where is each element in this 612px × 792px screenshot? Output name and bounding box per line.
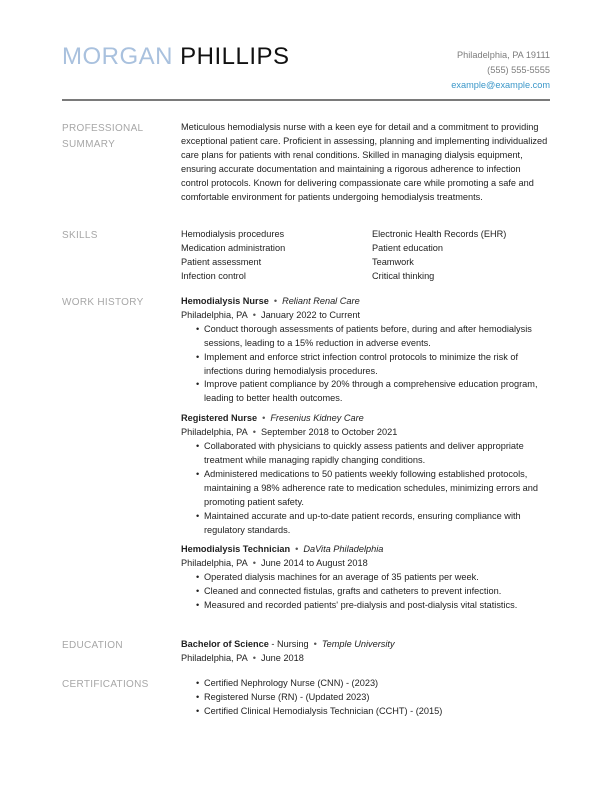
job-employer: DaVita Philadelphia (303, 544, 384, 555)
job-location: Philadelphia, PA (181, 309, 248, 320)
degree: Bachelor of Science (181, 639, 269, 649)
skill-item: Teamwork (372, 256, 414, 267)
job-meta: Philadelphia, PA • September 2018 to October 2021 (181, 427, 398, 438)
job-bullet: • Maintained accurate and up-to-date patient records, ensuring compliance with regulatory standards. (196, 510, 550, 538)
job-meta: Philadelphia, PA • June 2014 to August 2018 (181, 558, 368, 569)
contact-location: Philadelphia, PA 19111 (457, 50, 550, 60)
summary-heading: PROFESSIONAL SUMMARY (62, 123, 144, 150)
job-bullet: • Measured and recorded patients' pre-dialysis and post-dialysis vital statistics. (196, 599, 550, 613)
skills-list (181, 228, 550, 284)
job-entry (181, 543, 550, 613)
job-entry (181, 412, 550, 537)
skill-item: Hemodialysis procedures (181, 229, 285, 239)
skills-heading: SKILLS (62, 230, 98, 241)
school-name: Temple University (321, 639, 395, 649)
job-header: Registered Nurse • Fresenius Kidney Care (181, 413, 364, 424)
skill-item: Electronic Health Records (EHR) (372, 229, 507, 239)
job-employer: Reliant Renal Care (282, 296, 360, 306)
job-bullet: • Cleaned and connected fistulas, grafts and catheters to prevent infection. (196, 585, 550, 599)
job-dates: June 2014 to August 2018 (260, 558, 368, 569)
job-bullet: • Administered medications to 50 patients weekly following established protocols, maintaining a 98% adherence rate to medication schedules, minimizing errors and promoting patient safety. (196, 468, 550, 510)
contact-email-link[interactable]: example@example.com (451, 80, 550, 90)
certification-item: • Certified Nephrology Nurse (CNN) - (2023) (196, 677, 550, 691)
job-bullet: • Collaborated with physicians to quickly assess patients and deliver appropriate treatment while managing rapidly changing conditions. (196, 440, 550, 468)
job-location: Philadelphia, PA (181, 558, 248, 569)
graduation-date: June 2018 (260, 652, 304, 663)
job-bullets (181, 323, 550, 406)
job-dates: September 2018 to October 2021 (260, 427, 398, 438)
job-bullets (181, 440, 550, 537)
contact-block (451, 48, 550, 93)
skill-item: Patient assessment (181, 256, 262, 267)
job-location: Philadelphia, PA (181, 427, 248, 438)
certification-list (181, 677, 550, 719)
school-location: Philadelphia, PA (181, 652, 248, 663)
skill-item: Patient education (372, 242, 444, 253)
summary-text: Meticulous hemodialysis nurse with a keen eye for detail and a commitment to providing exceptional patient care. Proficient in assessing, planning and implementing individualized care plans for patients with renal conditions. Skilled in managing dialysis equipment, ensuring accurate documentation and maintaining a rigorous adherence to infection control protocols. Known for delivering compassionate care while promoting a safe and comfortable environment for patients undergoing hemodialysis treatments. (181, 122, 548, 202)
contact-phone: (555) 555-5555 (487, 65, 550, 75)
education-heading: EDUCATION (62, 640, 123, 651)
certification-item: • Certified Clinical Hemodialysis Technician (CCHT) - (2015) (196, 705, 550, 719)
skill-item: Infection control (181, 270, 246, 281)
job-title: Registered Nurse (181, 413, 258, 424)
job-bullet: • Conduct thorough assessments of patients before, during and after hemodialysis sessions, leading to a 15% reduction in adverse events. (196, 323, 550, 351)
job-header: Hemodialysis Nurse • Reliant Renal Care (181, 296, 360, 306)
job-title: Hemodialysis Nurse (181, 296, 269, 306)
certification-item: • Registered Nurse (RN) - (Updated 2023) (196, 691, 550, 705)
summary-body (181, 121, 550, 204)
skill-item: Medication administration (181, 242, 286, 253)
education-body: Bachelor of Science - Nursing • Temple University Philadelphia, PA • June 2018 (181, 639, 395, 663)
first-name: MORGAN (62, 43, 173, 70)
job-entry (181, 295, 550, 406)
candidate-name (62, 45, 290, 69)
job-bullet: • Operated dialysis machines for an average of 35 patients per week. (196, 571, 550, 585)
certifications-heading: CERTIFICATIONS (62, 679, 149, 690)
certifications-body (181, 677, 550, 719)
skill-item: Critical thinking (372, 270, 435, 281)
job-meta: Philadelphia, PA • January 2022 to Current (181, 309, 361, 320)
work-history-heading: WORK HISTORY (62, 297, 144, 308)
degree-field: - Nursing (271, 639, 309, 649)
last-name: PHILLIPS (180, 43, 290, 70)
job-header: Hemodialysis Technician • DaVita Philadelphia (181, 544, 384, 555)
job-title: Hemodialysis Technician (181, 544, 291, 555)
job-bullet: • Improve patient compliance by 20% through a comprehensive education program, leading to better health outcomes. (196, 378, 550, 406)
job-employer: Fresenius Kidney Care (270, 413, 364, 424)
work-history-body (181, 295, 550, 619)
job-dates: January 2022 to Current (260, 309, 361, 320)
header-divider (62, 99, 550, 101)
job-bullet: • Implement and enforce strict infection control protocols to minimize the risk of infections during hemodialysis procedures. (196, 351, 550, 379)
job-bullets (181, 571, 550, 613)
